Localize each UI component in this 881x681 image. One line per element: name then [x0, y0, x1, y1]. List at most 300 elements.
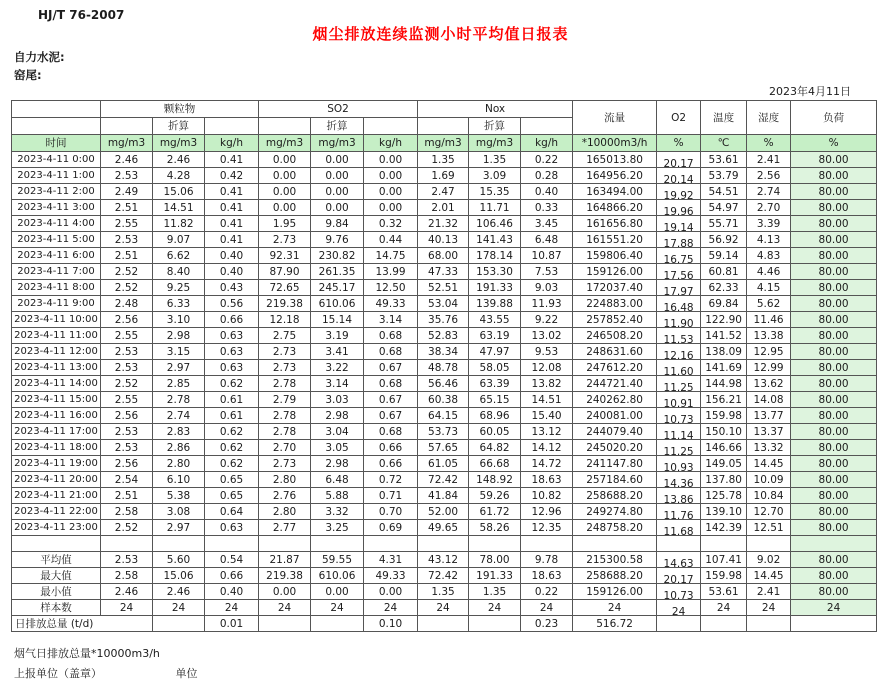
table-cell: 19.92 — [657, 184, 701, 200]
table-cell — [205, 536, 259, 552]
table-row — [12, 568, 877, 584]
time-cell: 2023-4-11 22:00 — [12, 504, 101, 520]
table-cell: 2.46 — [101, 152, 153, 168]
unit-header: mg/m3 — [259, 135, 311, 152]
table-cell: 2.79 — [259, 392, 311, 408]
unit-header: *10000m3/h — [573, 135, 657, 152]
table-cell: 80.00 — [791, 232, 877, 248]
table-cell: 0.00 — [259, 152, 311, 168]
time-cell: 2023-4-11 8:00 — [12, 280, 101, 296]
table-cell: 2.41 — [747, 584, 791, 600]
table-cell: 13.02 — [521, 328, 573, 344]
table-cell: 5.62 — [747, 296, 791, 312]
table-cell: 156.21 — [701, 392, 747, 408]
table-cell: 14.12 — [521, 440, 573, 456]
table-cell: 0.71 — [364, 488, 418, 504]
table-cell: 58.05 — [469, 360, 521, 376]
table-cell: 14.63 — [657, 552, 701, 568]
table-cell: 261.35 — [311, 264, 364, 280]
table-cell: 24 — [469, 600, 521, 616]
table-cell: 11.76 — [657, 504, 701, 520]
table-cell — [469, 536, 521, 552]
table-cell: 80.00 — [791, 568, 877, 584]
table-cell: 2.46 — [101, 584, 153, 600]
table-cell: 1.69 — [418, 168, 469, 184]
table-cell: 80.00 — [791, 520, 877, 536]
table-cell: 2.70 — [259, 440, 311, 456]
table-cell: 10.93 — [657, 456, 701, 472]
table-cell: 219.38 — [259, 568, 311, 584]
table-cell: 0.66 — [364, 440, 418, 456]
table-cell: 244079.40 — [573, 424, 657, 440]
table-cell: 66.68 — [469, 456, 521, 472]
time-cell: 2023-4-11 13:00 — [12, 360, 101, 376]
table-cell: 15.06 — [153, 568, 205, 584]
daily-total-row — [12, 616, 877, 632]
table-cell: 150.10 — [701, 424, 747, 440]
table-cell: 2.51 — [101, 248, 153, 264]
table-cell: 13.82 — [521, 376, 573, 392]
table-cell: 0.41 — [205, 200, 259, 216]
table-cell: 2.58 — [101, 504, 153, 520]
table-cell: 258688.20 — [573, 568, 657, 584]
unit-header: % — [747, 135, 791, 152]
table-cell: 78.00 — [469, 552, 521, 568]
table-cell: 43.12 — [418, 552, 469, 568]
table-cell: 80.00 — [791, 280, 877, 296]
table-cell — [657, 536, 701, 552]
table-cell: 13.32 — [747, 440, 791, 456]
time-cell: 2023-4-11 6:00 — [12, 248, 101, 264]
table-cell: 12.50 — [364, 280, 418, 296]
table-cell: 2.53 — [101, 168, 153, 184]
table-cell: 2.41 — [747, 152, 791, 168]
table-cell: 125.78 — [701, 488, 747, 504]
table-cell: 2.55 — [101, 216, 153, 232]
table-row — [12, 296, 877, 312]
table-cell: 20.17 — [657, 152, 701, 168]
table-cell: 2.98 — [153, 328, 205, 344]
table-cell: 0.65 — [205, 488, 259, 504]
table-cell — [259, 536, 311, 552]
header-blank-cell — [12, 101, 101, 118]
table-cell: 59.26 — [469, 488, 521, 504]
table-cell: 0.70 — [364, 504, 418, 520]
table-cell: 164956.20 — [573, 168, 657, 184]
table-row — [12, 232, 877, 248]
table-cell: 9.53 — [521, 344, 573, 360]
table-cell: 11.93 — [521, 296, 573, 312]
table-cell: 14.08 — [747, 392, 791, 408]
table-cell: 2.55 — [101, 392, 153, 408]
table-cell: 65.15 — [469, 392, 521, 408]
daily-total-cell — [418, 616, 469, 632]
table-cell: 20.17 — [657, 568, 701, 584]
table-row — [12, 328, 877, 344]
table-cell: 4.28 — [153, 168, 205, 184]
table-cell: 80.00 — [791, 392, 877, 408]
table-cell: 80.00 — [791, 344, 877, 360]
table-cell: 2.49 — [101, 184, 153, 200]
table-cell: 0.00 — [364, 184, 418, 200]
table-cell: 12.08 — [521, 360, 573, 376]
table-cell: 0.00 — [311, 168, 364, 184]
table-cell: 56.46 — [418, 376, 469, 392]
table-cell: 80.00 — [791, 312, 877, 328]
unit-header: mg/m3 — [418, 135, 469, 152]
table-cell: 41.84 — [418, 488, 469, 504]
time-cell: 2023-4-11 12:00 — [12, 344, 101, 360]
table-cell: 13.38 — [747, 328, 791, 344]
table-cell: 1.35 — [469, 152, 521, 168]
table-cell: 2.73 — [259, 232, 311, 248]
table-cell: 9.03 — [521, 280, 573, 296]
table-cell: 11.25 — [657, 440, 701, 456]
table-cell: 68.00 — [418, 248, 469, 264]
daily-total-cell — [259, 616, 311, 632]
table-cell: 11.68 — [657, 520, 701, 536]
summary-label: 平均值 — [12, 552, 101, 568]
table-cell: 52.00 — [418, 504, 469, 520]
daily-total-cell — [747, 616, 791, 632]
table-cell: 2.80 — [259, 472, 311, 488]
time-cell: 2023-4-11 16:00 — [12, 408, 101, 424]
daily-total-cell: 0.23 — [521, 616, 573, 632]
table-cell: 58.26 — [469, 520, 521, 536]
table-cell: 12.18 — [259, 312, 311, 328]
table-cell: 141.69 — [701, 360, 747, 376]
table-row — [12, 152, 877, 168]
table-cell: 0.00 — [364, 200, 418, 216]
table-cell: 13.62 — [747, 376, 791, 392]
table-cell: 12.95 — [747, 344, 791, 360]
table-cell: 11.71 — [469, 200, 521, 216]
report-page — [0, 8, 881, 681]
table-cell: 0.63 — [205, 328, 259, 344]
time-cell: 2023-4-11 10:00 — [12, 312, 101, 328]
table-cell: 219.38 — [259, 296, 311, 312]
table-cell: 4.31 — [364, 552, 418, 568]
table-cell: 10.09 — [747, 472, 791, 488]
unit-header: kg/h — [521, 135, 573, 152]
header-blank-cell — [418, 118, 469, 135]
table-cell: 24 — [701, 600, 747, 616]
time-cell: 2023-4-11 21:00 — [12, 488, 101, 504]
time-cell: 2023-4-11 15:00 — [12, 392, 101, 408]
table-cell: 53.61 — [701, 152, 747, 168]
time-cell: 2023-4-11 4:00 — [12, 216, 101, 232]
time-cell: 2023-4-11 20:00 — [12, 472, 101, 488]
time-cell: 2023-4-11 19:00 — [12, 456, 101, 472]
table-cell: 241147.80 — [573, 456, 657, 472]
table-cell: 0.40 — [205, 264, 259, 280]
table-cell: 80.00 — [791, 504, 877, 520]
table-cell: 0.41 — [205, 216, 259, 232]
table-cell: 80.00 — [791, 248, 877, 264]
table-cell: 49.65 — [418, 520, 469, 536]
spacer-cell — [12, 536, 101, 552]
table-cell: 0.63 — [205, 344, 259, 360]
table-cell: 12.99 — [747, 360, 791, 376]
table-cell: 0.65 — [205, 472, 259, 488]
table-cell: 24 — [153, 600, 205, 616]
table-cell: 1.95 — [259, 216, 311, 232]
table-cell: 5.60 — [153, 552, 205, 568]
table-cell: 15.14 — [311, 312, 364, 328]
time-cell: 2023-4-11 1:00 — [12, 168, 101, 184]
table-cell: 2.54 — [101, 472, 153, 488]
table-cell: 13.12 — [521, 424, 573, 440]
table-cell: 80.00 — [791, 488, 877, 504]
table-row — [12, 552, 877, 568]
table-cell: 165013.80 — [573, 152, 657, 168]
table-cell: 4.46 — [747, 264, 791, 280]
table-cell: 0.41 — [205, 152, 259, 168]
time-cell: 2023-4-11 3:00 — [12, 200, 101, 216]
unit-header: mg/m3 — [101, 135, 153, 152]
table-cell: 12.16 — [657, 344, 701, 360]
table-cell: 49.33 — [364, 296, 418, 312]
table-cell: 24 — [101, 600, 153, 616]
table-cell: 52.51 — [418, 280, 469, 296]
table-cell: 3.39 — [747, 216, 791, 232]
table-cell: 0.44 — [364, 232, 418, 248]
daily-total-cell — [791, 616, 877, 632]
table-cell: 0.41 — [205, 232, 259, 248]
table-cell: 0.22 — [521, 584, 573, 600]
table-cell: 5.88 — [311, 488, 364, 504]
table-cell: 159.98 — [701, 568, 747, 584]
table-cell: 60.05 — [469, 424, 521, 440]
table-cell: 3.08 — [153, 504, 205, 520]
table-cell: 69.84 — [701, 296, 747, 312]
table-cell: 2.56 — [747, 168, 791, 184]
header-blank-cell — [364, 118, 418, 135]
table-cell — [311, 536, 364, 552]
unit-header: mg/m3 — [153, 135, 205, 152]
monitoring-table — [11, 100, 877, 632]
col-group-load: 负荷 — [791, 101, 877, 135]
table-cell: 0.00 — [259, 168, 311, 184]
col-group-humidity: 湿度 — [747, 101, 791, 135]
table-cell — [101, 536, 153, 552]
table-cell: 4.83 — [747, 248, 791, 264]
table-cell: 72.42 — [418, 568, 469, 584]
table-cell: 14.45 — [747, 456, 791, 472]
time-cell: 2023-4-11 9:00 — [12, 296, 101, 312]
table-cell: 12.96 — [521, 504, 573, 520]
table-cell: 64.15 — [418, 408, 469, 424]
table-cell: 0.62 — [205, 456, 259, 472]
table-cell: 52.83 — [418, 328, 469, 344]
table-row — [12, 600, 877, 616]
table-cell: 2.78 — [259, 408, 311, 424]
unit-header: kg/h — [364, 135, 418, 152]
table-cell: 2.01 — [418, 200, 469, 216]
table-cell: 258688.20 — [573, 488, 657, 504]
table-cell: 0.00 — [364, 168, 418, 184]
table-cell: 2.74 — [153, 408, 205, 424]
table-cell: 24 — [364, 600, 418, 616]
table-cell: 0.66 — [364, 456, 418, 472]
table-cell: 2.77 — [259, 520, 311, 536]
table-cell: 2.46 — [153, 584, 205, 600]
table-cell: 24 — [521, 600, 573, 616]
table-cell: 0.67 — [364, 360, 418, 376]
table-cell: 11.90 — [657, 312, 701, 328]
table-cell: 15.06 — [153, 184, 205, 200]
table-cell: 21.87 — [259, 552, 311, 568]
table-cell: 142.39 — [701, 520, 747, 536]
table-cell: 10.91 — [657, 392, 701, 408]
table-cell: 18.63 — [521, 568, 573, 584]
table-row — [12, 504, 877, 520]
table-cell: 92.31 — [259, 248, 311, 264]
table-cell: 72.42 — [418, 472, 469, 488]
table-cell: 24 — [259, 600, 311, 616]
summary-label: 样本数 — [12, 600, 101, 616]
table-cell: 149.05 — [701, 456, 747, 472]
table-cell: 14.36 — [657, 472, 701, 488]
standard-code: HJ/T 76-2007 — [38, 8, 125, 22]
table-cell: 72.65 — [259, 280, 311, 296]
table-cell: 4.13 — [747, 232, 791, 248]
table-cell: 159.98 — [701, 408, 747, 424]
table-cell: 87.90 — [259, 264, 311, 280]
table-cell: 191.33 — [469, 280, 521, 296]
table-cell: 0.61 — [205, 408, 259, 424]
time-cell: 2023-4-11 7:00 — [12, 264, 101, 280]
table-cell: 0.67 — [364, 392, 418, 408]
table-cell: 3.05 — [311, 440, 364, 456]
table-cell: 2.52 — [101, 520, 153, 536]
table-cell: 191.33 — [469, 568, 521, 584]
table-cell: 14.51 — [521, 392, 573, 408]
table-cell: 0.43 — [205, 280, 259, 296]
table-cell: 139.10 — [701, 504, 747, 520]
table-cell: 0.63 — [205, 360, 259, 376]
table-cell: 2.51 — [101, 200, 153, 216]
table-cell: 24 — [573, 600, 657, 616]
table-cell: 2.56 — [101, 408, 153, 424]
table-cell: 3.10 — [153, 312, 205, 328]
table-cell: 80.00 — [791, 408, 877, 424]
table-cell: 80.00 — [791, 168, 877, 184]
table-cell — [153, 536, 205, 552]
table-cell: 0.42 — [205, 168, 259, 184]
table-cell: 10.84 — [747, 488, 791, 504]
table-row — [12, 472, 877, 488]
table-cell: 60.38 — [418, 392, 469, 408]
time-cell: 2023-4-11 5:00 — [12, 232, 101, 248]
table-cell: 0.40 — [205, 584, 259, 600]
table-row — [12, 456, 877, 472]
table-cell: 230.82 — [311, 248, 364, 264]
table-cell: 53.79 — [701, 168, 747, 184]
table-cell: 80.00 — [791, 200, 877, 216]
table-cell: 16.48 — [657, 296, 701, 312]
table-cell — [521, 536, 573, 552]
table-cell: 14.75 — [364, 248, 418, 264]
table-cell: 17.88 — [657, 232, 701, 248]
table-cell: 161551.20 — [573, 232, 657, 248]
time-cell: 2023-4-11 14:00 — [12, 376, 101, 392]
table-cell: 54.51 — [701, 184, 747, 200]
daily-total-cell — [469, 616, 521, 632]
table-cell: 68.96 — [469, 408, 521, 424]
table-cell: 14.72 — [521, 456, 573, 472]
converted-label-pm: 折算 — [153, 118, 205, 135]
table-cell: 2.53 — [101, 424, 153, 440]
table-cell: 13.86 — [657, 488, 701, 504]
table-cell: 139.88 — [469, 296, 521, 312]
table-cell: 2.70 — [747, 200, 791, 216]
unit-header: mg/m3 — [469, 135, 521, 152]
table-cell: 144.98 — [701, 376, 747, 392]
time-column-header: 时间 — [12, 135, 101, 152]
table-cell — [418, 536, 469, 552]
reporting-unit-label: 上报单位（盖章） — [14, 667, 102, 680]
table-cell: 2.52 — [101, 264, 153, 280]
table-cell: 0.00 — [259, 200, 311, 216]
table-cell: 80.00 — [791, 376, 877, 392]
table-cell: 9.02 — [747, 552, 791, 568]
table-cell: 11.60 — [657, 360, 701, 376]
table-cell: 215300.58 — [573, 552, 657, 568]
table-cell: 64.82 — [469, 440, 521, 456]
table-row — [12, 200, 877, 216]
time-cell: 2023-4-11 18:00 — [12, 440, 101, 456]
table-cell: 2.53 — [101, 552, 153, 568]
table-cell: 148.92 — [469, 472, 521, 488]
table-cell: 2.48 — [101, 296, 153, 312]
summary-label: 最小值 — [12, 584, 101, 600]
table-cell: 141.52 — [701, 328, 747, 344]
table-cell: 63.39 — [469, 376, 521, 392]
converted-label-nox: 折算 — [469, 118, 521, 135]
table-cell: 2.55 — [101, 328, 153, 344]
table-row — [12, 536, 877, 552]
table-row — [12, 360, 877, 376]
table-cell: 12.70 — [747, 504, 791, 520]
table-cell: 0.40 — [205, 248, 259, 264]
col-group-o2: O2 — [657, 101, 701, 135]
table-cell: 43.55 — [469, 312, 521, 328]
table-cell — [701, 536, 747, 552]
table-cell: 2.56 — [101, 456, 153, 472]
table-cell: 159126.00 — [573, 264, 657, 280]
table-row — [12, 184, 877, 200]
table-row — [12, 376, 877, 392]
converted-label-so2: 折算 — [311, 118, 364, 135]
table-row — [12, 488, 877, 504]
table-cell: 17.56 — [657, 264, 701, 280]
table-cell: 0.68 — [364, 376, 418, 392]
table-cell: 54.97 — [701, 200, 747, 216]
col-group-pm: 颗粒物 — [101, 101, 259, 118]
table-cell: 0.67 — [364, 408, 418, 424]
table-cell: 2.46 — [153, 152, 205, 168]
table-cell: 61.72 — [469, 504, 521, 520]
table-cell: 14.45 — [747, 568, 791, 584]
table-cell: 9.76 — [311, 232, 364, 248]
table-cell: 248758.20 — [573, 520, 657, 536]
table-cell: 49.33 — [364, 568, 418, 584]
header-group-row — [12, 101, 877, 118]
table-cell: 0.40 — [521, 184, 573, 200]
table-cell: 80.00 — [791, 328, 877, 344]
table-cell: 3.22 — [311, 360, 364, 376]
